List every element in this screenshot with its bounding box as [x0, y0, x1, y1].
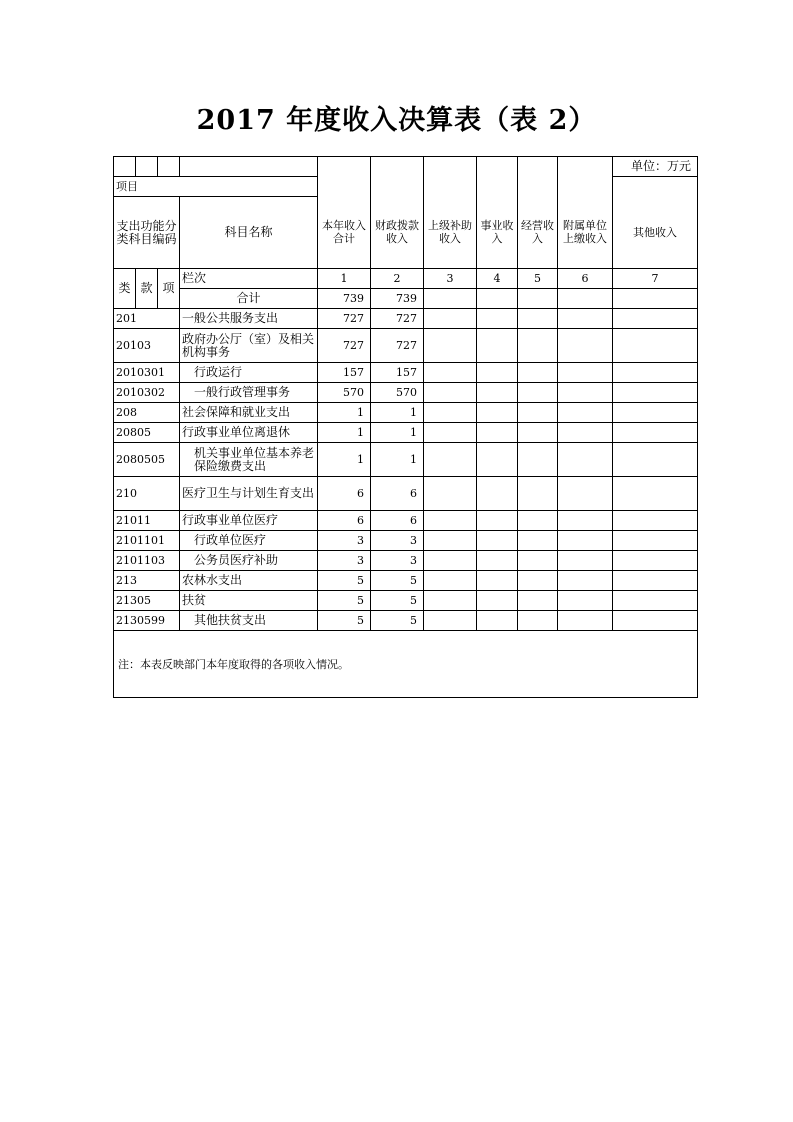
row-c1: 5 — [318, 611, 371, 631]
income-table — [113, 156, 698, 698]
table-row — [114, 403, 698, 423]
table-row — [114, 551, 698, 571]
row-c1: 5 — [318, 571, 371, 591]
col-num-5: 5 — [518, 269, 558, 289]
page-title: 2017 年度收入决算表（表 2） — [196, 105, 597, 136]
row-name: 行政单位医疗 — [180, 531, 318, 551]
row-c2: 570 — [371, 383, 424, 403]
row-c1: 157 — [318, 363, 371, 383]
total-c1: 739 — [318, 289, 371, 309]
row-name: 机关事业单位基本养老保险缴费支出 — [180, 443, 318, 477]
row-c1: 1 — [318, 443, 371, 477]
row-code: 2010302 — [114, 383, 180, 403]
total-label: 合计 — [180, 289, 318, 309]
col-header-3: 上级补助收入 — [424, 197, 477, 269]
row-c2: 6 — [371, 511, 424, 531]
row-c1: 1 — [318, 423, 371, 443]
row-c2: 6 — [371, 477, 424, 511]
col-num-7: 7 — [613, 269, 698, 289]
table-row — [114, 383, 698, 403]
col-num-2: 2 — [371, 269, 424, 289]
col-header-4: 事业收入 — [477, 197, 518, 269]
row-name: 公务员医疗补助 — [180, 551, 318, 571]
row-name: 医疗卫生与计划生育支出 — [180, 477, 318, 511]
row-c1: 5 — [318, 591, 371, 611]
row-name: 扶贫 — [180, 591, 318, 611]
row-name: 行政事业单位离退休 — [180, 423, 318, 443]
header-row — [114, 197, 698, 269]
col-lei: 类 — [114, 269, 136, 309]
row-code: 21305 — [114, 591, 180, 611]
row-name: 一般行政管理事务 — [180, 383, 318, 403]
row-c1: 3 — [318, 551, 371, 571]
row-c2: 5 — [371, 591, 424, 611]
row-c2: 3 — [371, 531, 424, 551]
table-row — [114, 611, 698, 631]
table-row — [114, 423, 698, 443]
row-code: 20805 — [114, 423, 180, 443]
col-header-7: 其他收入 — [613, 197, 698, 269]
row-code: 2101101 — [114, 531, 180, 551]
row-c2: 1 — [371, 403, 424, 423]
row-c1: 727 — [318, 309, 371, 329]
table-row — [114, 329, 698, 363]
col-num-1: 1 — [318, 269, 371, 289]
name-label: 科目名称 — [180, 197, 318, 269]
row-code: 210 — [114, 477, 180, 511]
row-c1: 6 — [318, 477, 371, 511]
row-c1: 3 — [318, 531, 371, 551]
row-code: 2130599 — [114, 611, 180, 631]
table-row — [114, 531, 698, 551]
table-note: 注：本表反映部门本年度取得的各项收入情况。 — [114, 631, 698, 698]
row-name: 社会保障和就业支出 — [180, 403, 318, 423]
row-code: 2101103 — [114, 551, 180, 571]
item-label: 项目 — [114, 177, 318, 197]
row-c2: 1 — [371, 423, 424, 443]
table-row — [114, 511, 698, 531]
table-row — [114, 571, 698, 591]
code-label: 支出功能分类科目编码 — [114, 197, 180, 269]
row-name: 政府办公厅（室）及相关机构事务 — [180, 329, 318, 363]
row-code: 2080505 — [114, 443, 180, 477]
table-row — [114, 591, 698, 611]
col-xiang: 项 — [158, 269, 180, 309]
note-row — [114, 631, 698, 698]
row-name: 其他扶贫支出 — [180, 611, 318, 631]
table-row — [114, 309, 698, 329]
lanci-row — [114, 269, 698, 289]
col-header-2: 财政拨款收入 — [371, 197, 424, 269]
col-kuan: 款 — [136, 269, 158, 309]
table-row — [114, 443, 698, 477]
row-c1: 570 — [318, 383, 371, 403]
row-code: 201 — [114, 309, 180, 329]
row-c1: 727 — [318, 329, 371, 363]
row-c1: 6 — [318, 511, 371, 531]
row-c2: 727 — [371, 329, 424, 363]
row-code: 213 — [114, 571, 180, 591]
row-c1: 1 — [318, 403, 371, 423]
row-code: 21011 — [114, 511, 180, 531]
table-row — [114, 363, 698, 383]
row-name: 一般公共服务支出 — [180, 309, 318, 329]
row-code: 20103 — [114, 329, 180, 363]
unit-label: 单位：万元 — [613, 157, 698, 177]
col-num-3: 3 — [424, 269, 477, 289]
table-row — [114, 477, 698, 511]
row-c2: 727 — [371, 309, 424, 329]
col-header-6: 附属单位上缴收入 — [558, 197, 613, 269]
total-c2: 739 — [371, 289, 424, 309]
unit-row — [114, 157, 698, 177]
col-header-1: 本年收入合计 — [318, 197, 371, 269]
row-c2: 5 — [371, 611, 424, 631]
row-code: 208 — [114, 403, 180, 423]
row-name: 行政事业单位医疗 — [180, 511, 318, 531]
row-c2: 1 — [371, 443, 424, 477]
col-num-6: 6 — [558, 269, 613, 289]
row-c2: 5 — [371, 571, 424, 591]
row-name: 行政运行 — [180, 363, 318, 383]
col-header-5: 经营收入 — [518, 197, 558, 269]
col-num-4: 4 — [477, 269, 518, 289]
row-name: 农林水支出 — [180, 571, 318, 591]
row-c2: 157 — [371, 363, 424, 383]
lanci-label: 栏次 — [180, 269, 318, 289]
row-c2: 3 — [371, 551, 424, 571]
total-row — [114, 289, 698, 309]
row-code: 2010301 — [114, 363, 180, 383]
